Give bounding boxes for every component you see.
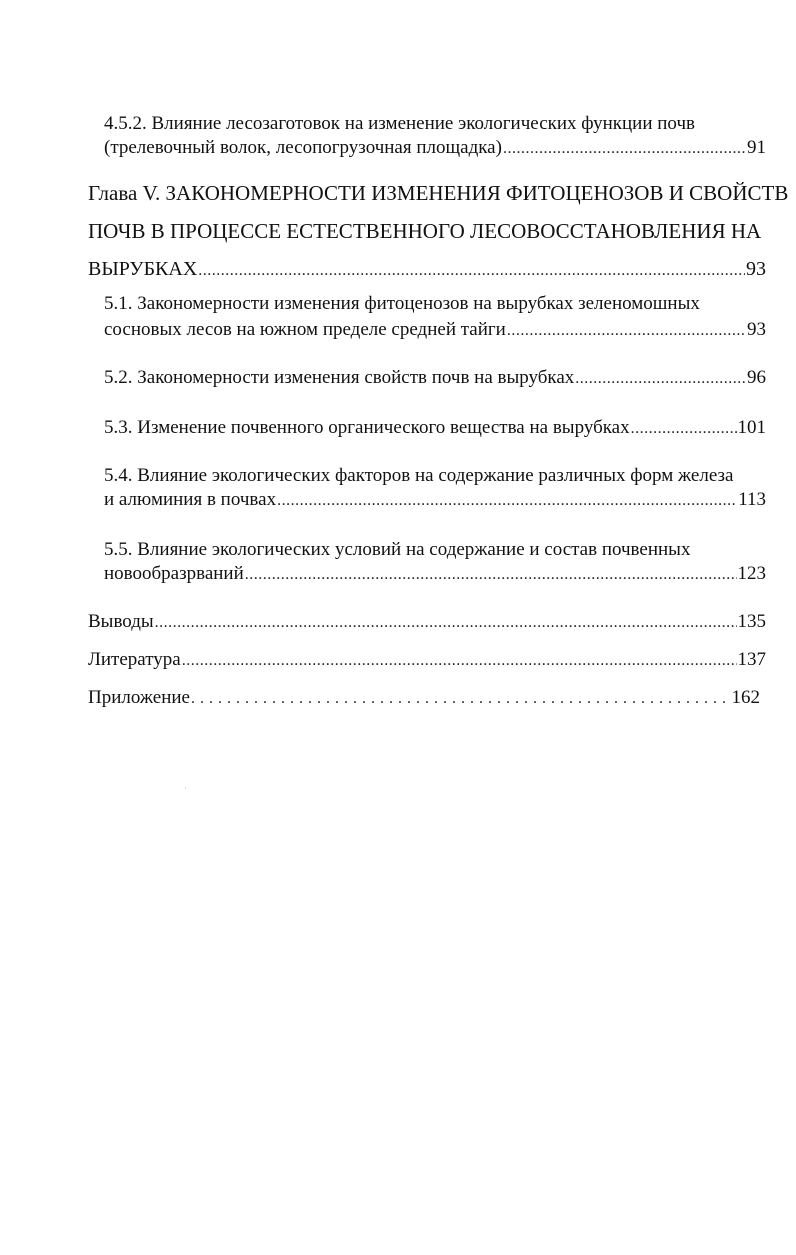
toc-chapter-5-page: 93	[746, 258, 766, 280]
toc-entry-conclusions-title: Выводы	[88, 611, 154, 632]
dot-leader	[191, 687, 731, 711]
toc-entry-5-5[interactable]	[104, 562, 766, 587]
dot-leader	[631, 417, 737, 441]
toc-entry-5-1-title-line2: сосновых лесов на южном пределе средней тайги	[104, 319, 506, 340]
toc-entry-4-5-2-page: 91	[747, 137, 766, 158]
scan-speck: ˈ	[184, 786, 187, 795]
toc-entry-appendix[interactable]	[88, 686, 760, 711]
toc-entry-5-2-page: 96	[747, 367, 766, 388]
toc-entry-5-4-title-line2: и алюминия в почвах	[104, 489, 277, 510]
dot-leader	[182, 649, 737, 673]
toc-entry-5-2-title: 5.2. Закономерности изменения свойств почв на вырубках	[104, 367, 575, 388]
toc-entry-5-5-title-line2: новообразрваний	[104, 563, 244, 584]
toc-chapter-5[interactable]	[88, 256, 766, 284]
toc-entry-5-1-page: 93	[747, 319, 766, 340]
toc-entry-5-3[interactable]	[104, 416, 766, 441]
toc-entry-5-1[interactable]	[104, 318, 766, 343]
toc-entry-literature-title: Литература	[88, 649, 181, 670]
dot-leader	[198, 258, 745, 284]
dot-leader	[507, 319, 746, 343]
toc-entry-5-2[interactable]	[104, 366, 766, 391]
toc-entry-5-4-title-line1: 5.4. Влияние экологических факторов на содержание различных форм железа	[104, 465, 734, 486]
toc-entry-5-3-title: 5.3. Изменение почвенного органического вещества на вырубках	[104, 417, 630, 438]
toc-entry-5-1-title-line1: 5.1. Закономерности изменения фитоценозов на вырубках зеленомошных	[104, 293, 700, 314]
toc-entry-appendix-title: Приложение	[88, 687, 190, 708]
dot-leader	[503, 137, 746, 161]
toc-entry-5-3-page: 101	[737, 417, 766, 438]
toc-entry-4-5-2[interactable]	[104, 136, 766, 161]
toc-entry-5-4-page: 113	[738, 489, 766, 510]
dot-leader	[277, 489, 737, 513]
toc-entry-4-5-2-title-line2: (трелевочный волок, лесопогрузочная площадка)	[104, 137, 502, 158]
toc-entry-appendix-page: 162	[731, 687, 760, 708]
toc-entry-literature[interactable]	[88, 648, 766, 673]
toc-chapter-5-title-line1: Глава V. ЗАКОНОМЕРНОСТИ ИЗМЕНЕНИЯ ФИТОЦЕНОЗОВ И СВОЙСТВ	[88, 181, 789, 205]
toc-entry-conclusions-page: 135	[737, 611, 766, 632]
toc-entry-literature-page: 137	[737, 649, 766, 670]
toc-chapter-5-title-line3: ВЫРУБКАХ	[88, 258, 198, 280]
toc-chapter-5-title-line2: ПОЧВ В ПРОЦЕССЕ ЕСТЕСТВЕННОГО ЛЕСОВОССТАНОВЛЕНИЯ НА	[88, 219, 762, 243]
dot-leader	[245, 563, 737, 587]
toc-entry-5-5-page: 123	[737, 563, 766, 584]
dot-leader	[155, 611, 737, 635]
toc-entry-5-4[interactable]	[104, 488, 766, 513]
dot-leader	[575, 367, 746, 391]
toc-entry-4-5-2-title-line1: 4.5.2. Влияние лесозаготовок на изменение экологических функции почв	[104, 113, 695, 134]
toc-entry-conclusions[interactable]	[88, 610, 766, 635]
toc-entry-5-5-title-line1: 5.5. Влияние экологических условий на содержание и состав почвенных	[104, 539, 691, 560]
